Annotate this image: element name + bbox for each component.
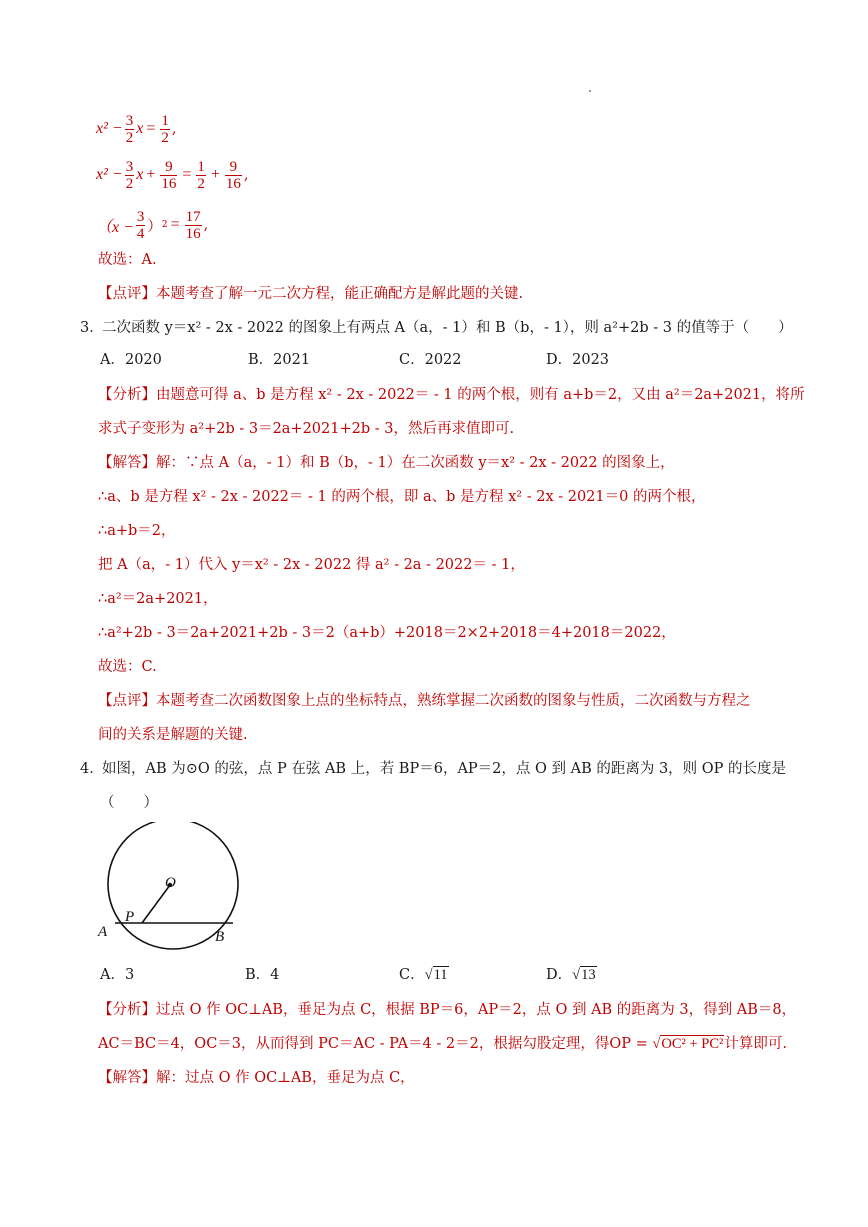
- q4-option-a: A．3: [100, 967, 135, 983]
- eq1-lhs: x² −: [96, 120, 123, 137]
- fraction: [136, 209, 146, 242]
- equation-line-3: [96, 205, 208, 245]
- q4-stem-line-2: （ ）: [100, 795, 158, 811]
- analysis-text: AC＝BC＝4，OC＝3，从而得到 PC＝AC - PA＝4 - 2＝2，根据勾股定理，得: [98, 1036, 610, 1052]
- q3-choice: 故选：C.: [98, 659, 157, 675]
- label-p: P: [125, 909, 135, 925]
- q3-option-d: D．2023: [546, 352, 610, 368]
- q4-analysis-line-2: [98, 1034, 787, 1054]
- numerator: 9: [165, 158, 173, 175]
- variable-x: x: [136, 120, 144, 137]
- q3-analysis-line-2: 求式子变形为 a²+2b - 3＝2a+2021+2b - 3，然后再求值即可.: [98, 421, 515, 437]
- analysis-tail: 计算即可.: [724, 1036, 787, 1052]
- denominator: 2: [161, 129, 169, 146]
- denominator: 2: [125, 129, 134, 146]
- fraction: [160, 113, 170, 146]
- numerator: 1: [197, 158, 205, 175]
- equation-line-2: [96, 155, 249, 195]
- denominator: 2: [125, 175, 134, 192]
- eq3-close: ）: [147, 218, 162, 235]
- q4-option-d: [546, 965, 597, 985]
- denominator: 4: [136, 225, 145, 242]
- plus-sign: +: [146, 166, 156, 183]
- option-d-prefix: D．: [546, 967, 573, 983]
- label-b: B: [215, 929, 225, 945]
- variable-x: x: [136, 166, 144, 183]
- q3-analysis-line-1: 【分析】由题意可得 a、b 是方程 x² - 2x - 2022＝ - 1 的两个根，则有 a+b＝2，又由 a²＝2a+2021，将所: [98, 387, 805, 403]
- comma: ,: [243, 167, 249, 183]
- eq2-lhs: x² −: [96, 166, 123, 183]
- q4-stem-line-1: 如图，AB 为⊙O 的弦，点 P 在弦 AB 上，若 BP＝6，AP＝2，点 O 到 AB 的距离为 3，则 OP 的长度是: [102, 761, 787, 777]
- q4-solution-line-1: 【解答】解：过点 O 作 OC⊥AB，垂足为点 C，: [98, 1070, 415, 1086]
- comma: ,: [203, 217, 209, 233]
- q3-solution-line-6: ∴a²+2b - 3＝2a+2021+2b - 3＝2（a+b）+2018＝2×2+2018＝4+2018＝2022，: [98, 625, 676, 641]
- numerator: 1: [161, 112, 169, 129]
- q3-option-a: A．2020: [100, 352, 162, 368]
- fraction: [196, 159, 206, 192]
- radicand: 11: [433, 967, 448, 983]
- denominator: 16: [185, 225, 201, 242]
- fraction: [125, 113, 135, 146]
- sqrt-13: √13: [572, 967, 596, 983]
- denominator: 16: [225, 175, 241, 192]
- equals-sign: =: [182, 166, 192, 183]
- exponent: 2: [161, 220, 168, 230]
- q3-solution-line-4: 把 A（a，- 1）代入 y＝x² - 2x - 2022 得 a² - 2a - 2022＝ - 1，: [98, 557, 525, 573]
- q3-comment-line-2: 间的关系是解题的关键.: [98, 727, 248, 743]
- label-a: A: [98, 924, 108, 940]
- q3-comment-line-1: 【点评】本题考查二次函数图象上点的坐标特点，熟练掌握二次函数的图象与性质，二次函数与方程之: [98, 693, 751, 709]
- formula-lhs: OP =: [609, 1036, 653, 1052]
- numerator: 3: [125, 112, 134, 129]
- q3-solution-line-1: 【解答】解：∵点 A（a，- 1）和 B（b，- 1）在二次函数 y＝x² - 2x - 2022 的图象上，: [98, 455, 675, 471]
- numerator: 3: [125, 158, 134, 175]
- numerator: 3: [136, 208, 145, 225]
- denominator: 2: [197, 175, 205, 192]
- q3-solution-line-2: ∴a、b 是方程 x² - 2x - 2022＝ - 1 的两个根，即 a、b 是方程 x² - 2x - 2021＝0 的两个根，: [98, 489, 706, 505]
- q4-analysis-line-1: 【分析】过点 O 作 OC⊥AB，垂足为点 C，根据 BP＝6，AP＝2，点 O 到 AB 的距离为 3，得到 AB＝8，: [98, 1002, 797, 1018]
- fraction: [185, 209, 202, 242]
- scan-dot: [589, 90, 591, 92]
- fraction: [225, 159, 242, 192]
- fraction: [125, 159, 135, 192]
- equals-sign: =: [170, 216, 180, 233]
- q3-stem: 二次函数 y＝x² - 2x - 2022 的图象上有两点 A（a，- 1）和 B（b，- 1），则 a²+2b - 3 的值等于（ ）: [102, 320, 793, 336]
- q4-number: 4．: [80, 761, 104, 777]
- q2-choice: 故选：A.: [98, 252, 157, 268]
- q3-option-b: B．2021: [248, 352, 311, 368]
- comma: ,: [171, 121, 177, 137]
- q4-option-c: [399, 965, 449, 985]
- sqrt-formula: √OC² + PC²: [652, 1036, 724, 1052]
- q3-option-c: C．2022: [399, 352, 462, 368]
- radicand: 13: [581, 967, 596, 983]
- radicand: OC² + PC²: [661, 1036, 724, 1052]
- sqrt-11: √11: [424, 967, 448, 983]
- equation-line-1: [96, 109, 176, 149]
- eq3-open: （x −: [96, 218, 134, 236]
- fraction: [160, 159, 177, 192]
- q3-solution-line-3: ∴a+b＝2，: [98, 523, 176, 539]
- q3-number: 3．: [80, 320, 104, 336]
- numerator: 9: [229, 158, 238, 175]
- equals-sign: =: [146, 120, 156, 137]
- q3-solution-line-5: ∴a²＝2a+2021，: [98, 591, 218, 607]
- denominator: 16: [161, 175, 177, 192]
- q4-option-b: B．4: [245, 967, 280, 983]
- plus-sign: +: [210, 166, 220, 183]
- label-o: O: [165, 875, 176, 891]
- circle-chord-figure: [95, 822, 245, 952]
- option-c-prefix: C．: [399, 967, 425, 983]
- q2-comment: 【点评】本题考查了解一元二次方程，能正确配方是解此题的关键.: [98, 286, 524, 302]
- numerator: 17: [185, 208, 201, 225]
